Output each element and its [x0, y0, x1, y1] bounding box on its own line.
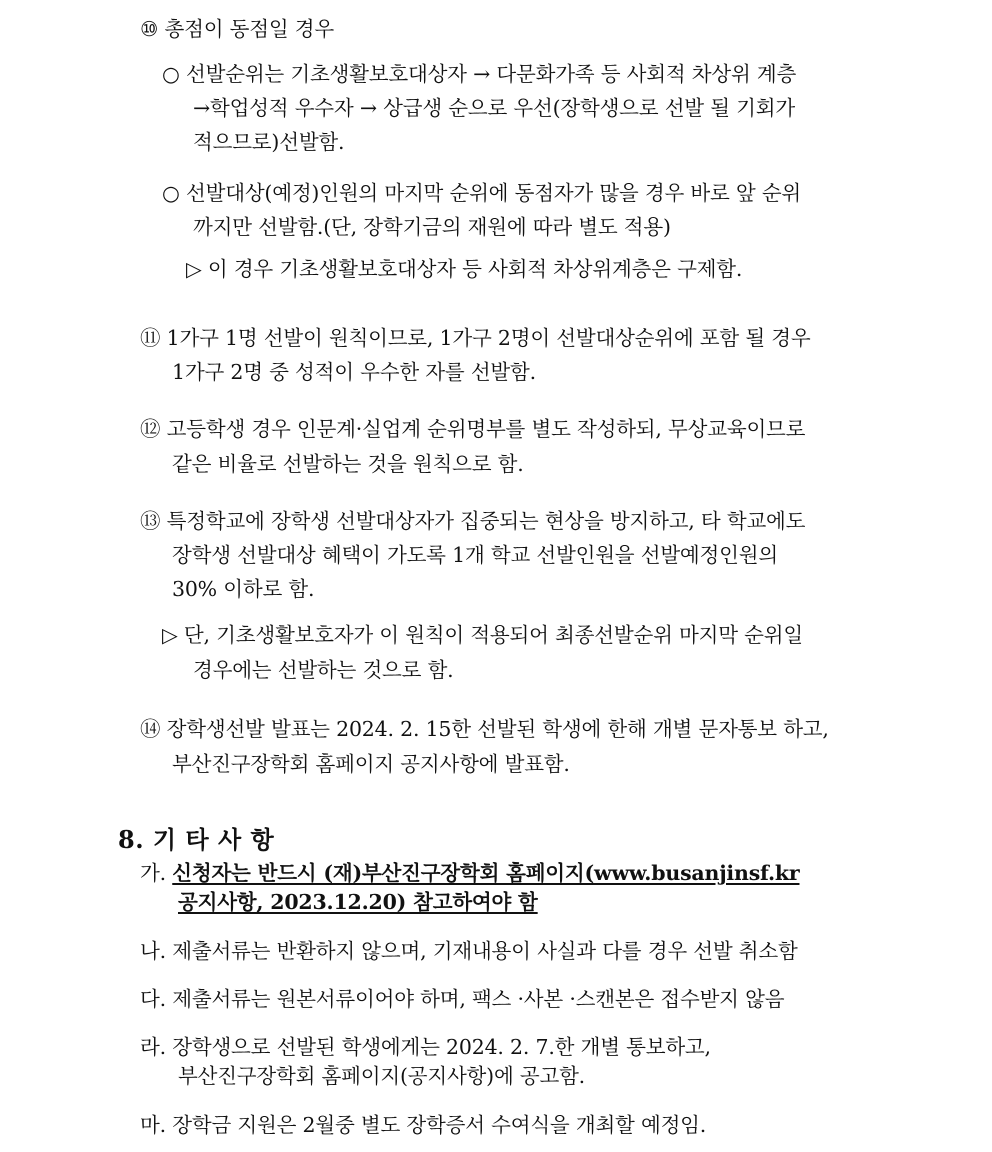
section-8-na-marker: 나. — [140, 939, 166, 963]
section-8-da-marker: 다. — [140, 987, 166, 1011]
item-10-note — [186, 256, 742, 282]
item-13-line-2: 장학생 선발대상 혜택이 가도록 1개 학교 선발인원을 선발예정인원의 — [172, 543, 778, 567]
item-12-text-1: 고등학생 경우 인문계·실업계 순위명부를 별도 작성하되, 무상교육이므로 — [166, 417, 806, 441]
item-10-title: 총점이 동점일 경우 — [164, 17, 334, 41]
section-8-ra-line-2: 부산진구장학회 홈페이지(공지사항)에 공고함. — [178, 1064, 586, 1088]
item-11-marker: ⑪ — [140, 326, 161, 350]
triangle-right-icon: ▷ — [186, 257, 202, 281]
section-8-ma-text: 장학금 지원은 2월중 별도 장학증서 수여식을 개최할 예정임. — [172, 1113, 707, 1137]
item-10-bullet-2-line-1 — [162, 180, 801, 206]
section-8-heading: 8. 기 타 사 항 — [118, 825, 275, 854]
section-8-ra-line-1 — [140, 1034, 711, 1060]
item-11-line-1 — [140, 325, 810, 351]
item-13-text-1: 특정학교에 장학생 선발대상자가 집중되는 현상을 방지하고, 타 학교에도 — [166, 509, 806, 533]
item-10-bullet-1-text-1: 선발순위는 기초생활보호대상자 → 다문화가족 등 사회적 차상위 계층 — [186, 62, 797, 86]
triangle-right-icon: ▷ — [162, 623, 178, 647]
item-10-bullet-1-line-3: 적으므로)선발함. — [193, 130, 345, 154]
item-14-text-1: 장학생선발 발표는 2024. 2. 15한 선발된 학생에 한해 개별 문자통보 하고, — [166, 717, 829, 741]
item-13-marker: ⑬ — [140, 509, 161, 533]
item-13-line-1 — [140, 508, 805, 534]
item-11-text-1: 1가구 1명 선발이 원칙이므로, 1가구 2명이 선발대상순위에 포함 될 경우 — [166, 326, 811, 350]
bullet-circle-icon: ○ — [162, 181, 180, 205]
section-8-ga-marker: 가. — [140, 861, 166, 885]
section-8-da-text: 제출서류는 원본서류이어야 하며, 팩스 ·사본 ·스캔본은 접수받지 않음 — [172, 987, 785, 1011]
item-10-title-line — [140, 16, 334, 42]
item-10-marker: ⑩ — [140, 17, 159, 41]
item-13-note-line-1 — [162, 622, 803, 648]
section-8-ga-line-2: 공지사항, 2023.12.20) 참고하여야 함 — [178, 890, 538, 914]
section-8-ma-line — [140, 1112, 706, 1138]
section-8-ga-line-1 — [140, 860, 799, 886]
item-12-line-1 — [140, 416, 805, 442]
item-13-line-3: 30% 이하로 함. — [172, 577, 315, 601]
item-11-line-2: 1가구 2명 중 성적이 우수한 자를 선발함. — [172, 360, 536, 384]
item-10-bullet-1-line-1 — [162, 61, 796, 87]
item-14-line-2: 부산진구장학회 홈페이지 공지사항에 발표함. — [172, 752, 570, 776]
item-12-line-2: 같은 비율로 선발하는 것을 원칙으로 함. — [172, 452, 524, 476]
section-8-ra-marker: 라. — [140, 1035, 166, 1059]
item-14-marker: ⑭ — [140, 717, 161, 741]
item-13-note-line-2: 경우에는 선발하는 것으로 함. — [193, 658, 454, 682]
section-8-ra-text-1: 장학생으로 선발된 학생에게는 2024. 2. 7.한 개별 통보하고, — [172, 1035, 711, 1059]
item-10-bullet-1-line-2: →학업성적 우수자 → 상급생 순으로 우선(장학생으로 선발 될 기회가 — [193, 96, 795, 120]
item-14-line-1 — [140, 716, 829, 742]
item-10-note-text: 이 경우 기초생활보호대상자 등 사회적 차상위계층은 구제함. — [207, 257, 743, 281]
item-12-marker: ⑫ — [140, 417, 161, 441]
section-8-na-text: 제출서류는 반환하지 않으며, 기재내용이 사실과 다를 경우 선발 취소함 — [172, 939, 798, 963]
section-8-na-line — [140, 938, 798, 964]
item-13-note-text-1: 단, 기초생활보호자가 이 원칙이 적용되어 최종선발순위 마지막 순위일 — [183, 623, 803, 647]
bullet-circle-icon: ○ — [162, 62, 180, 86]
section-8-ma-marker: 마. — [140, 1113, 166, 1137]
item-10-bullet-2-line-2: 까지만 선발함.(단, 장학기금의 재원에 따라 별도 적용) — [193, 215, 671, 239]
section-8-da-line — [140, 986, 784, 1012]
section-8-ga-text-1: 신청자는 반드시 (재)부산진구장학회 홈페이지(www.busanjinsf.kr — [172, 861, 800, 885]
item-10-bullet-2-text-1: 선발대상(예정)인원의 마지막 순위에 동점자가 많을 경우 바로 앞 순위 — [186, 181, 802, 205]
